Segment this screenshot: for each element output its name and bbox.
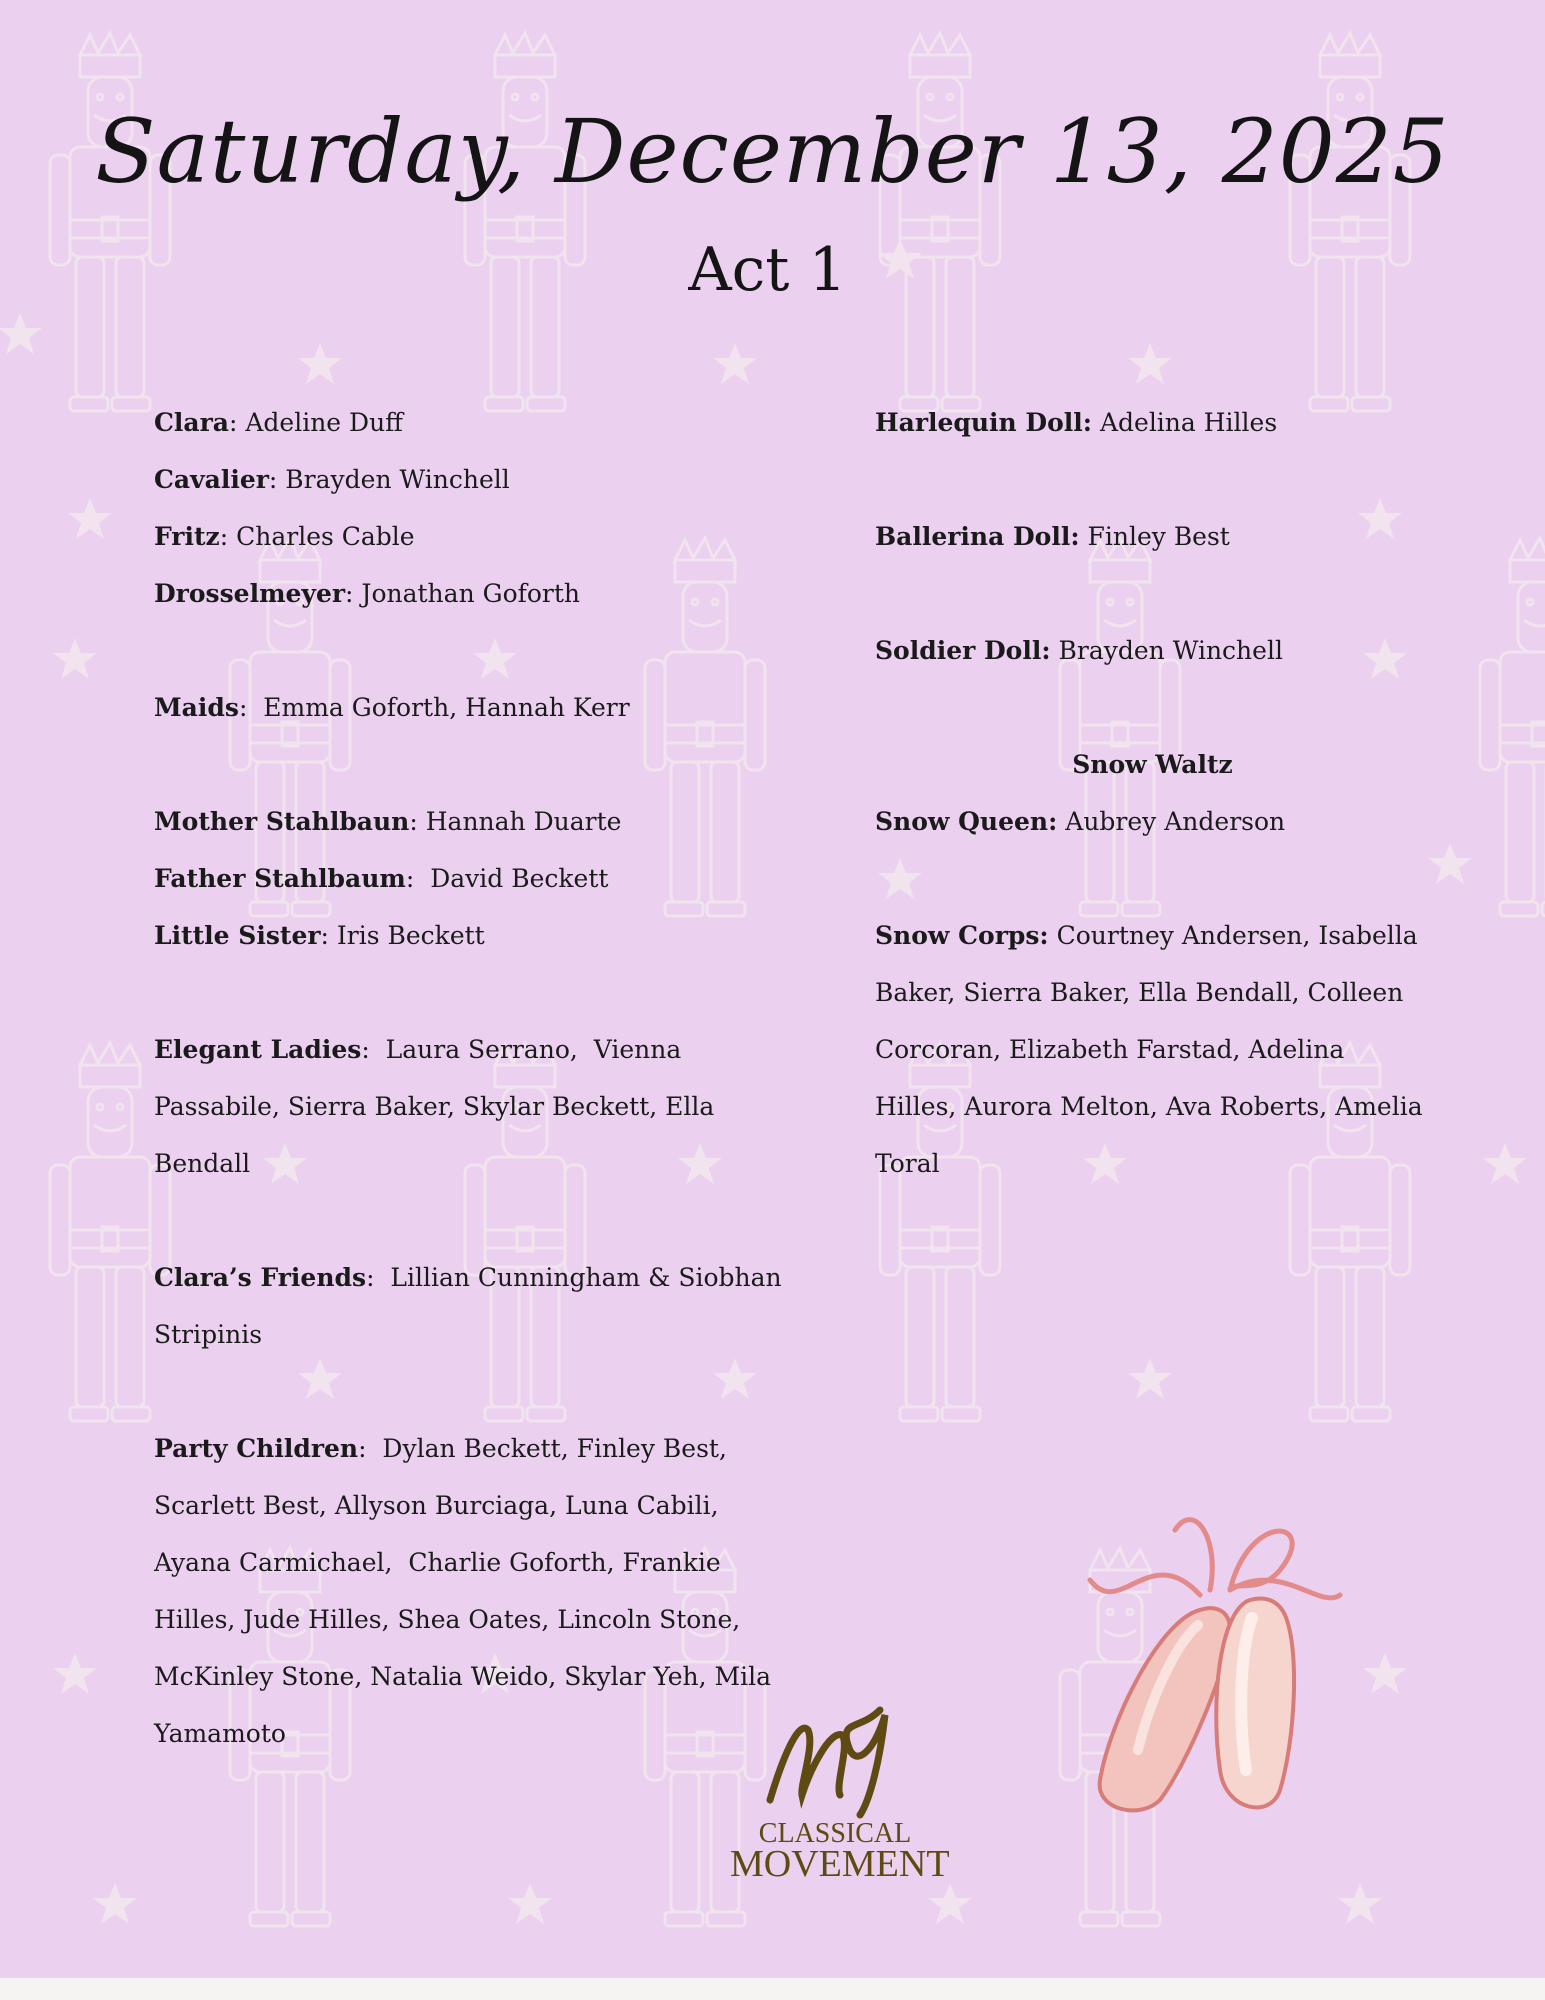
cast-entry-cavalier: Cavalier: Brayden Winchell [154,465,510,494]
cast-entry-soldier-doll: Soldier Doll: Brayden Winchell [875,636,1283,665]
cast-entry-harlequin-doll: Harlequin Doll: Adelina Hilles [875,408,1278,437]
act-heading: Act 1 [688,235,847,305]
cast-entry-snow-corps: Snow Corps: Courtney Andersen, Isabella Baker, Sierra Baker, Ella Bendall, Colleen Corcoran, Elizabeth Farstad, Adelina Hilles, Aurora Melton, Ava Roberts, Amelia Toral [875,921,1423,1178]
ballet-slippers-illustration [1080,1500,1350,1830]
logo-text-movement: MOVEMENT [730,1843,950,1885]
cast-entry-party-children: Party Children: Dylan Beckett, Finley Best, Scarlett Best, Allyson Burciaga, Luna Cabili, Ayana Carmichael, Charlie Goforth, Frankie Hilles, Jude Hilles, Shea Oates, Lincoln Stone, McKinley Stone, Natalia Weido, Skylar Yeh, Mila Yamamoto [154,1434,779,1748]
logo-text-classical: CLASSICAL [758,1818,912,1849]
cast-entry-claras-friends: Clara’s Friends: Lillian Cunningham & Siobhan Stripinis [154,1263,790,1349]
cast-list-left [154,394,794,1762]
cast-entry-maids: Maids: Emma Goforth, Hannah Kerr [154,693,630,722]
cast-entry-fritz: Fritz: Charles Cable [154,522,415,551]
performance-date-title: Saturday, December 13, 2025 [95,100,1450,203]
cast-list-right [875,394,1430,1192]
cm-monogram-icon [730,1690,940,1820]
cast-entry-mother-stahlbaun: Mother Stahlbaun: Hannah Duarte [154,807,622,836]
cast-entry-snow-queen: Snow Queen: Aubrey Anderson [875,807,1286,836]
cast-entry-father-stahlbaum: Father Stahlbaum: David Beckett [154,864,609,893]
cast-entry-little-sister: Little Sister: Iris Beckett [154,921,485,950]
cast-entry-drosselmeyer: Drosselmeyer: Jonathan Goforth [154,579,581,608]
cast-entry-ballerina-doll: Ballerina Doll: Finley Best [875,522,1230,551]
cast-entry-clara: Clara: Adeline Duff [154,408,403,437]
section-heading-snow-waltz: Snow Waltz [1072,750,1233,779]
cast-entry-elegant-ladies: Elegant Ladies: Laura Serrano, Vienna Passabile, Sierra Baker, Skylar Beckett, Ella Bendall [154,1035,723,1178]
classical-movement-logo [730,1690,950,1890]
